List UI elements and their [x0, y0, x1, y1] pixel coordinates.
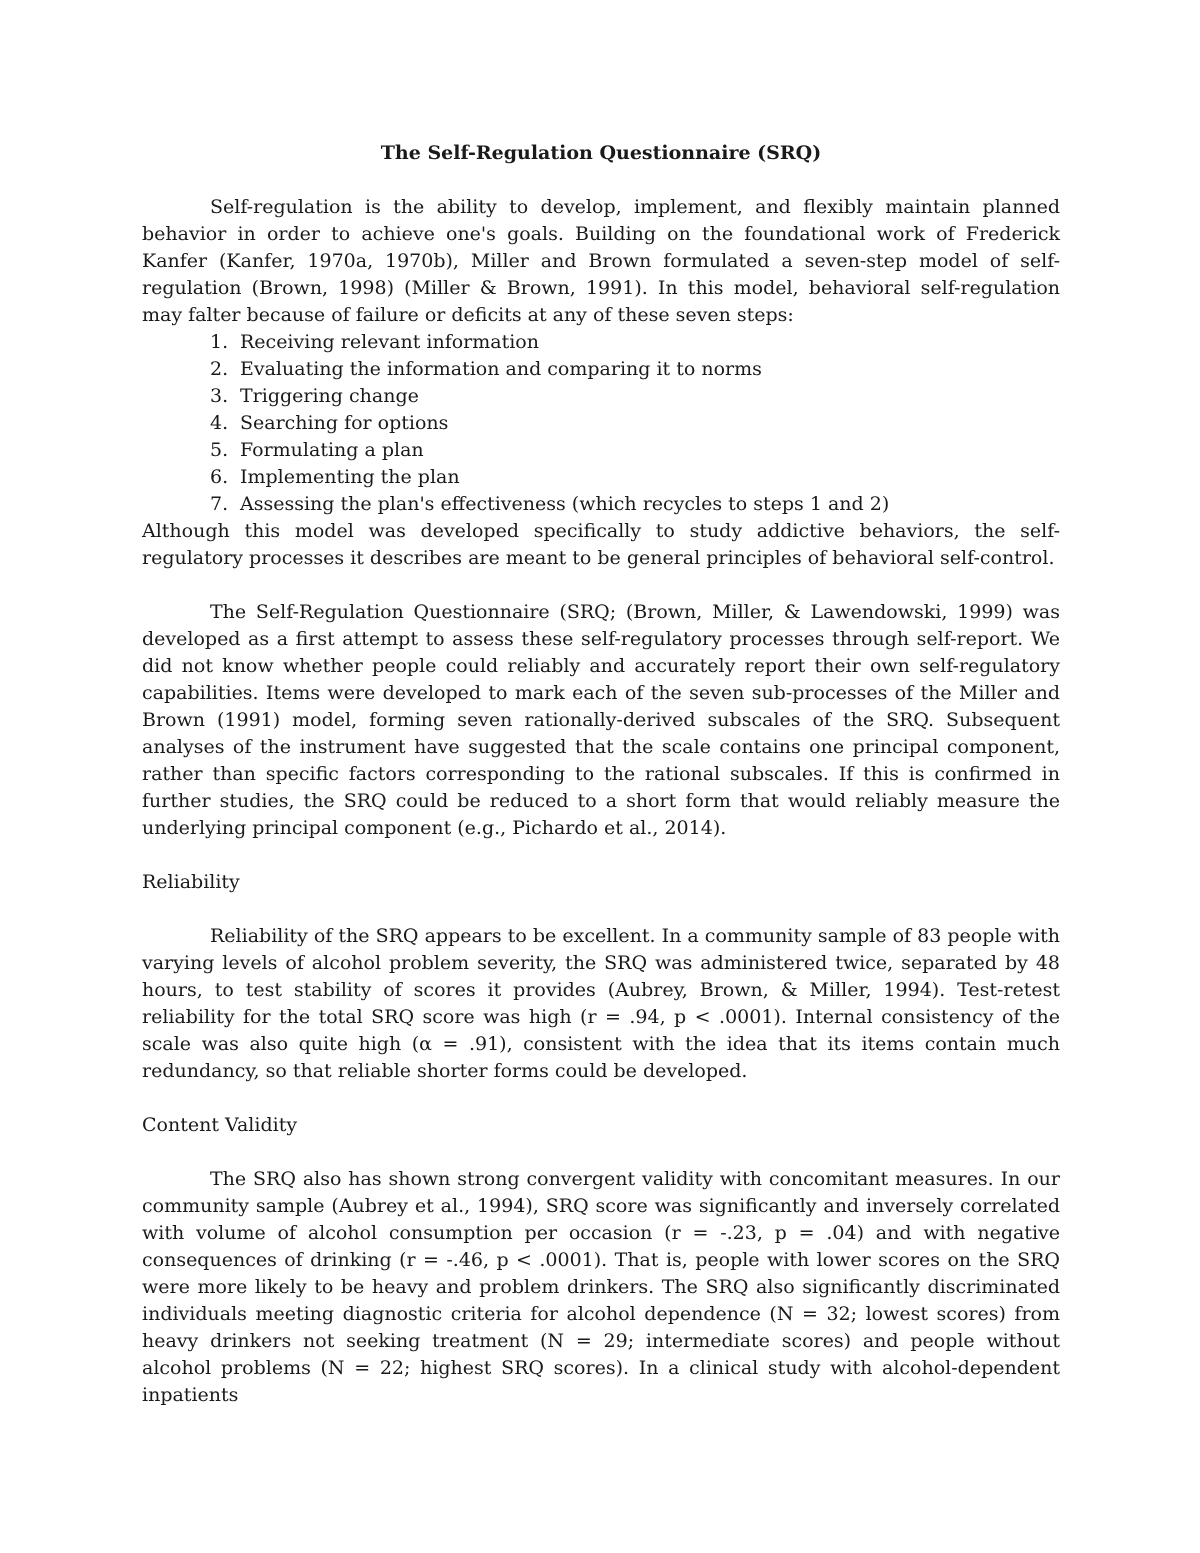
- after-steps-paragraph: Although this model was developed specifically to study addictive behaviors, the self-regulatory processes it describes are meant to be general principles of behavioral self-control.: [142, 520, 1060, 569]
- paragraph-spacer: [142, 572, 1060, 599]
- list-item: [210, 410, 1060, 437]
- list-item: [210, 356, 1060, 383]
- content-validity-paragraph: The SRQ also has shown strong convergent validity with concomitant measures. In our community sample (Aubrey et al., 1994), SRQ score was significantly and inversely correlated with volume of alcohol consumption per occasion (r = -.23, p = .04) and with negative consequences of drinking (r = -.46, p < .0001). That is, people with lower scores on the SRQ were more likely to be heavy and problem drinkers. The SRQ also significantly discriminated individuals meeting diagnostic criteria for alcohol dependence (N = 32; lowest scores) from heavy drinkers not seeking treatment (N = 29; intermediate scores) and people without alcohol problems (N = 22; highest SRQ scores). In a clinical study with alcohol-dependent inpatients: [142, 1168, 1060, 1406]
- document-title: The Self-Regulation Questionnaire (SRQ): [380, 142, 822, 164]
- list-item: [210, 491, 1060, 518]
- self-regulation-steps-list: [142, 329, 1060, 518]
- paragraph-spacer: [142, 896, 1060, 923]
- step-number: 5.: [210, 439, 229, 461]
- document-page: [142, 140, 1060, 1409]
- step-text: Assessing the plan's effectiveness (which recycles to steps 1 and 2): [240, 493, 890, 515]
- step-text: Receiving relevant information: [240, 331, 539, 353]
- step-number: 6.: [210, 466, 229, 488]
- paragraph-spacer: [142, 1139, 1060, 1166]
- intro-paragraph: Self-regulation is the ability to develop, implement, and flexibly maintain planned behavior in order to achieve one's goals. Building on the foundational work of Frederick Kanfer (Kanfer, 1970a, 1970b), Miller and Brown formulated a seven-step model of self-regulation (Brown, 1998) (Miller & Brown, 1991). In this model, behavioral self-regulation may falter because of failure or deficits at any of these seven steps:: [142, 196, 1060, 326]
- reliability-heading: Reliability: [142, 871, 240, 893]
- step-number: 3.: [210, 385, 229, 407]
- step-text: Implementing the plan: [240, 466, 460, 488]
- content-validity-heading: Content Validity: [142, 1114, 298, 1136]
- srq-paragraph: The Self-Regulation Questionnaire (SRQ; (Brown, Miller, & Lawendowski, 1999) was developed as a first attempt to assess these self-regulatory processes through self-report. We did not know whether people could reliably and accurately report their own self-regulatory capabilities. Items were developed to mark each of the seven sub-processes of the Miller and Brown (1991) model, forming seven rationally-derived subscales of the SRQ. Subsequent analyses of the instrument have suggested that the scale contains one principal component, rather than specific factors corresponding to the rational subscales. If this is confirmed in further studies, the SRQ could be reduced to a short form that would reliably measure the underlying principal component (e.g., Pichardo et al., 2014).: [142, 601, 1060, 839]
- step-number: 2.: [210, 358, 229, 380]
- list-item: [210, 329, 1060, 356]
- step-number: 1.: [210, 331, 229, 353]
- step-number: 7.: [210, 493, 229, 515]
- step-text: Triggering change: [240, 385, 419, 407]
- step-text: Searching for options: [240, 412, 449, 434]
- list-item: [210, 437, 1060, 464]
- list-item: [210, 464, 1060, 491]
- paragraph-spacer: [142, 842, 1060, 869]
- list-item: [210, 383, 1060, 410]
- step-text: Evaluating the information and comparing it to norms: [240, 358, 762, 380]
- paragraph-spacer: [142, 1085, 1060, 1112]
- step-number: 4.: [210, 412, 229, 434]
- step-text: Formulating a plan: [240, 439, 424, 461]
- reliability-paragraph: Reliability of the SRQ appears to be excellent. In a community sample of 83 people with varying levels of alcohol problem severity, the SRQ was administered twice, separated by 48 hours, to test stability of scores it provides (Aubrey, Brown, & Miller, 1994). Test-retest reliability for the total SRQ score was high (r = .94, p < .0001). Internal consistency of the scale was also quite high (α = .91), consistent with the idea that its items contain much redundancy, so that reliable shorter forms could be developed.: [142, 925, 1060, 1082]
